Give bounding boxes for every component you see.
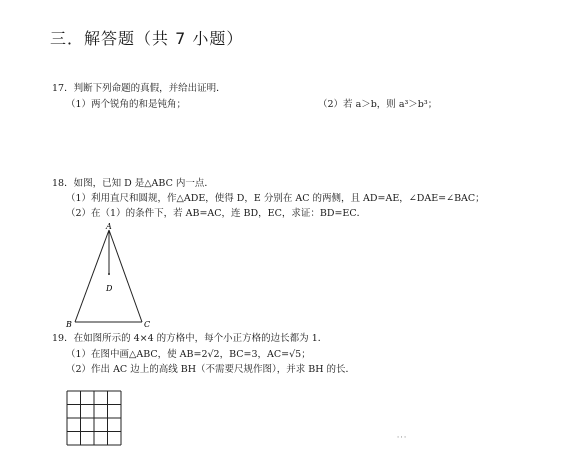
q19-stem: 19．在如图所示的 4×4 的方格中，每个小正方格的边长都为 1． xyxy=(52,333,328,344)
section-title: 三．解答题（共 7 小题） xyxy=(50,29,244,48)
q19-part2: （2）作出 AC 边上的高线 BH（不需要尺规作图），并求 BH 的长． xyxy=(66,364,356,375)
side-ac xyxy=(109,230,142,322)
q18-triangle-figure xyxy=(60,220,160,332)
q17-stem: 17．判断下列命题的真假，并给出证明． xyxy=(52,83,226,94)
q17-part1: （1）两个锐角的和是钝角； xyxy=(66,99,187,110)
label-d: D xyxy=(106,284,113,293)
label-b: B xyxy=(66,320,72,329)
q18-part1: （1）利用直尺和圆规，作△ADE，使得 D，E 分别在 AC 的两侧，且 AD=AE，∠DAE=∠BAC； xyxy=(66,193,485,204)
q19-part1: （1）在图中画△ABC，使 AB=2√2，BC=3，AC=√5； xyxy=(66,349,311,360)
point-d xyxy=(108,273,110,275)
label-c: C xyxy=(144,320,151,329)
page-marks: ．．． xyxy=(397,431,411,439)
side-ab xyxy=(75,230,109,322)
q17-part2: （2）若 a＞b，则 a³＞b³； xyxy=(318,99,438,110)
q18-stem: 18．如图，已知 D 是△ABC 内一点． xyxy=(52,178,214,189)
q19-grid xyxy=(66,390,124,448)
label-a: A xyxy=(106,222,112,231)
q18-part2: （2）在（1）的条件下，若 AB=AC，连 BD，EC，求证：BD=EC． xyxy=(66,208,367,219)
